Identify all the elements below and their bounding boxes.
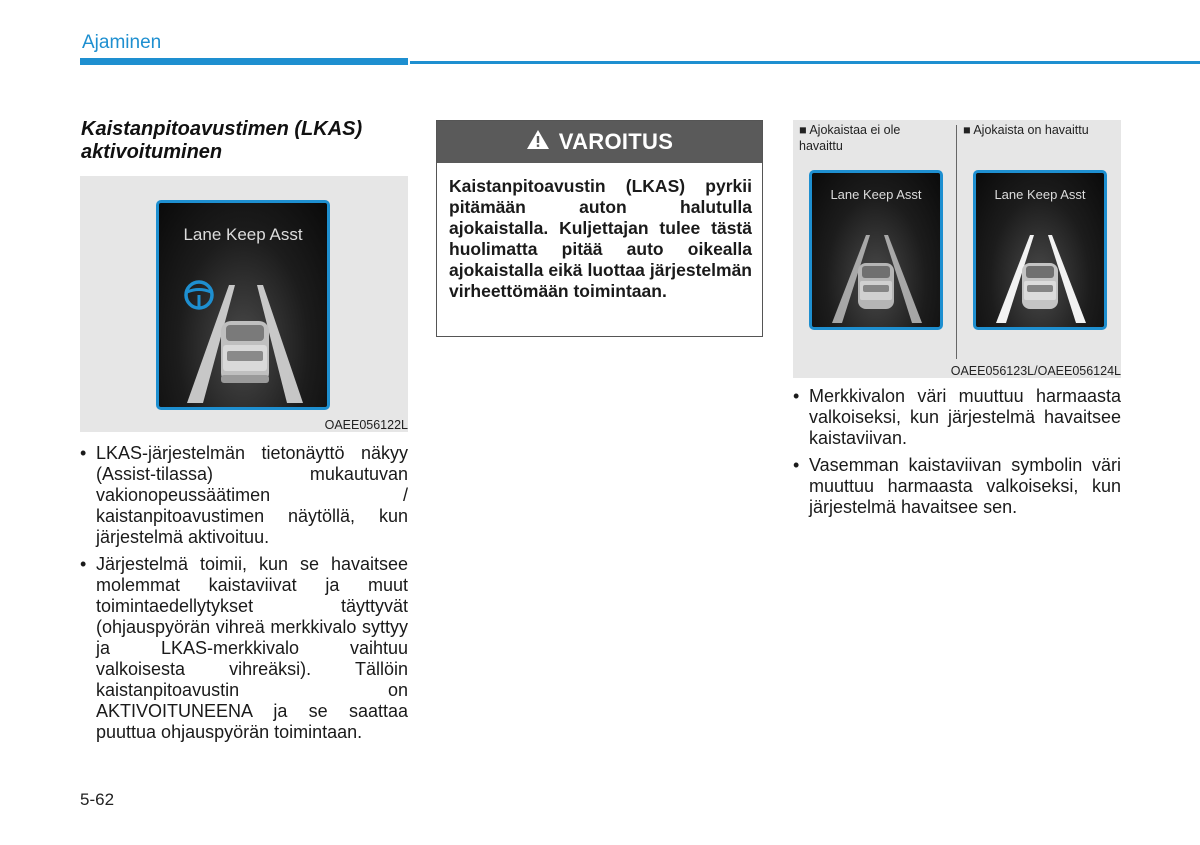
figure-label-left: ■ Ajokaistaa ei ole havaittu (799, 123, 901, 153)
cluster-display (156, 200, 330, 410)
lane-car-graphic-gray (812, 173, 940, 327)
steering-wheel-icon (186, 282, 212, 308)
lane-detection-figure (793, 120, 1121, 378)
car-icon (858, 263, 894, 309)
lkas-activation-figure (80, 176, 408, 432)
section-title: Ajaminen (82, 32, 162, 53)
figure-label-right: ■ Ajokaista on havaittu (963, 123, 1089, 137)
section-heading: Kaistanpitoavustimen (LKAS) aktivoituminen (81, 118, 363, 163)
left-bullet-list (80, 443, 408, 749)
warning-title: VAROITUS (558, 129, 674, 154)
car-icon (1022, 263, 1058, 309)
figure-code: OAEE056122L (324, 418, 408, 432)
warning-box (436, 120, 763, 337)
figure-divider (956, 125, 957, 359)
display-title: Lane Keep Asst (830, 187, 922, 202)
header-rule-thick (80, 58, 408, 65)
lane-car-graphic (159, 203, 327, 407)
lane-car-graphic-white (976, 173, 1104, 327)
list-item: • Merkkivalon väri muuttuu harmaasta valkoiseksi, kun järjestelmä havaitsee kaistaviivan. (793, 386, 1121, 449)
display-title: Lane Keep Asst (183, 225, 303, 244)
car-icon (221, 321, 269, 383)
list-item: • LKAS-järjestelmän tietonäyttö näkyy (Assist-tilassa) mukautuvan vakionopeussäätimen / kaistanpitoavustimen näytöllä, kun järjestelmä aktivoituu. (80, 443, 408, 548)
header-rule-thin (410, 61, 1200, 64)
cluster-display-left (809, 170, 943, 330)
warning-header (437, 121, 762, 163)
list-item: • Vasemman kaistaviivan symbolin väri muuttuu harmaasta valkoiseksi, kun järjestelmä havaitsee sen. (793, 455, 1121, 518)
list-item: • Järjestelmä toimii, kun se havaitsee molemmat kaistaviivat ja muut toimintaedellytykset täyttyvät (ohjauspyörän vihreä merkkivalo syttyy ja LKAS-merkkivalo vaihtuu valkoisesta vihreäksi). Tällöin kaistanpitoavustin on AKTIVOITUNEENA ja se saattaa puuttua ohjauspyörän toimintaan. (80, 554, 408, 743)
figure-code: OAEE056123L/OAEE056124L (950, 364, 1121, 378)
display-title: Lane Keep Asst (994, 187, 1086, 202)
cluster-display-right (973, 170, 1107, 330)
page-number: 5-62 (80, 790, 115, 809)
warning-text: Kaistanpitoavustin (LKAS) pyrkii pitämään auton halutulla ajokaistalla. Kuljettajan tulee tästä huolimatta pitää auto oikealla ajokaistalla eikä luottaa järjestelmän virheettömään toimintaan. (449, 176, 752, 301)
right-bullet-list (793, 386, 1121, 524)
warning-triangle-icon (526, 129, 550, 156)
